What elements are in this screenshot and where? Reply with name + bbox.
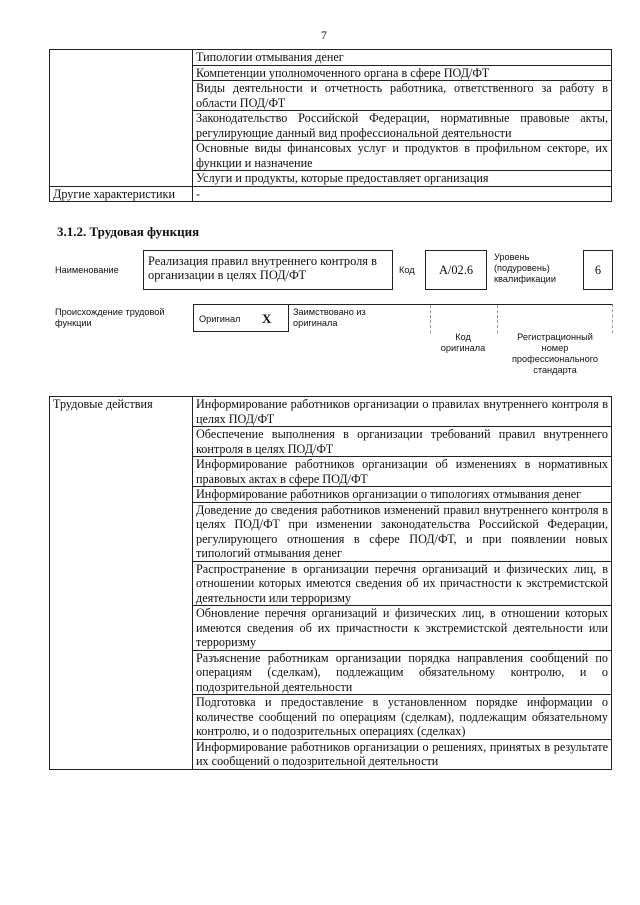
origin-label: Происхождение трудовой функции (55, 307, 165, 328)
knowledge-row: Виды деятельности и отчетность работника, ответственного за работу в области ПОД/ФТ (193, 81, 612, 111)
labor-action-item: Распространение в организации перечня организаций и физических лиц, в отношении которых имеются сведения об их причастности к экстремистской деятельности или терроризму (193, 561, 612, 606)
other-characteristics-label: Другие характеристики (50, 186, 193, 202)
original-mark: X (262, 311, 272, 326)
knowledge-row: Законодательство Российской Федерации, нормативные правовые акты, регулирующие данный вид профессиональной деятельности (193, 111, 612, 141)
labor-action-item: Разъяснение работникам организации порядка направления сообщений по операциям (сделкам), подлежащим обязательному контролю, и о подозрительной деятельности (193, 650, 612, 695)
labor-actions-label: Трудовые действия (50, 397, 193, 770)
labor-action-item: Информирование работников организации о типологиях отмывания денег (193, 487, 612, 503)
labor-action-item: Информирование работников организации о правилах внутреннего контроля в целях ПОД/ФТ (193, 397, 612, 427)
borrowed-row (288, 304, 613, 333)
section-title: 3.1.2. Трудовая функция (57, 224, 200, 239)
divider (430, 305, 431, 333)
labor-action-item: Информирование работников организации об изменениях в нормативных правовых актах в сфере ПОД/ФТ (193, 457, 612, 487)
knowledge-table (49, 49, 612, 202)
original-label: Оригинал (199, 314, 241, 324)
labor-action-item: Информирование работников организации о решениях, принятых в результате их сообщений о подозрительной деятельности (193, 739, 612, 769)
knowledge-row: Типологии отмывания денег (193, 50, 612, 66)
knowledge-row: Компетенции уполномоченного органа в сфере ПОД/ФТ (193, 65, 612, 81)
code-label: Код (399, 265, 415, 275)
knowledge-row: Основные виды финансовых услуг и продуктов в профильном секторе, их функции и назначение (193, 141, 612, 171)
page-number: 7 (321, 28, 327, 42)
function-code: А/02.6 (438, 263, 474, 277)
knowledge-label-cell (50, 50, 193, 187)
function-name-box (143, 250, 393, 290)
level-value: 6 (594, 263, 602, 277)
borrowed-label: Заимствовано из оригинала (293, 307, 366, 328)
divider (497, 305, 498, 333)
labor-action-item: Доведение до сведения работников изменений правил внутреннего контроля в целях ПОД/ФТ при изменении законодательства Российской Федерации, регулирующего отношения в сфере ПОД/ФТ, и при появлении новых типологий отмывания денег (193, 502, 612, 561)
labor-action-item: Обеспечение выполнения в организации требований правил внутреннего контроля в целях ПОД/ФТ (193, 427, 612, 457)
labor-action-item: Подготовка и предоставление в установленном порядке информации о количестве сообщений по операциям (сделкам), подлежащим обязательному контролю, и о подозрительных операциях (сделках) (193, 695, 612, 740)
original-cell (193, 304, 289, 332)
code-caption: Код оригинала (440, 332, 486, 353)
name-label: Наименование (55, 265, 119, 275)
level-box (583, 250, 613, 290)
labor-actions-table (49, 396, 612, 770)
reg-caption: Регистрационный номер профессионального стандарта (511, 332, 599, 375)
other-characteristics-value: - (193, 186, 612, 202)
knowledge-row: Услуги и продукты, которые предоставляет организация (193, 171, 612, 187)
level-label: Уровень (подуровень) квалификации (494, 252, 556, 284)
function-code-box (425, 250, 487, 290)
function-name: Реализация правил внутреннего контроля в организации в целях ПОД/ФТ (148, 254, 377, 282)
labor-action-item: Обновление перечня организаций и физических лиц, в отношении которых имеются сведения об их причастности к экстремистской деятельности или терроризму (193, 606, 612, 651)
